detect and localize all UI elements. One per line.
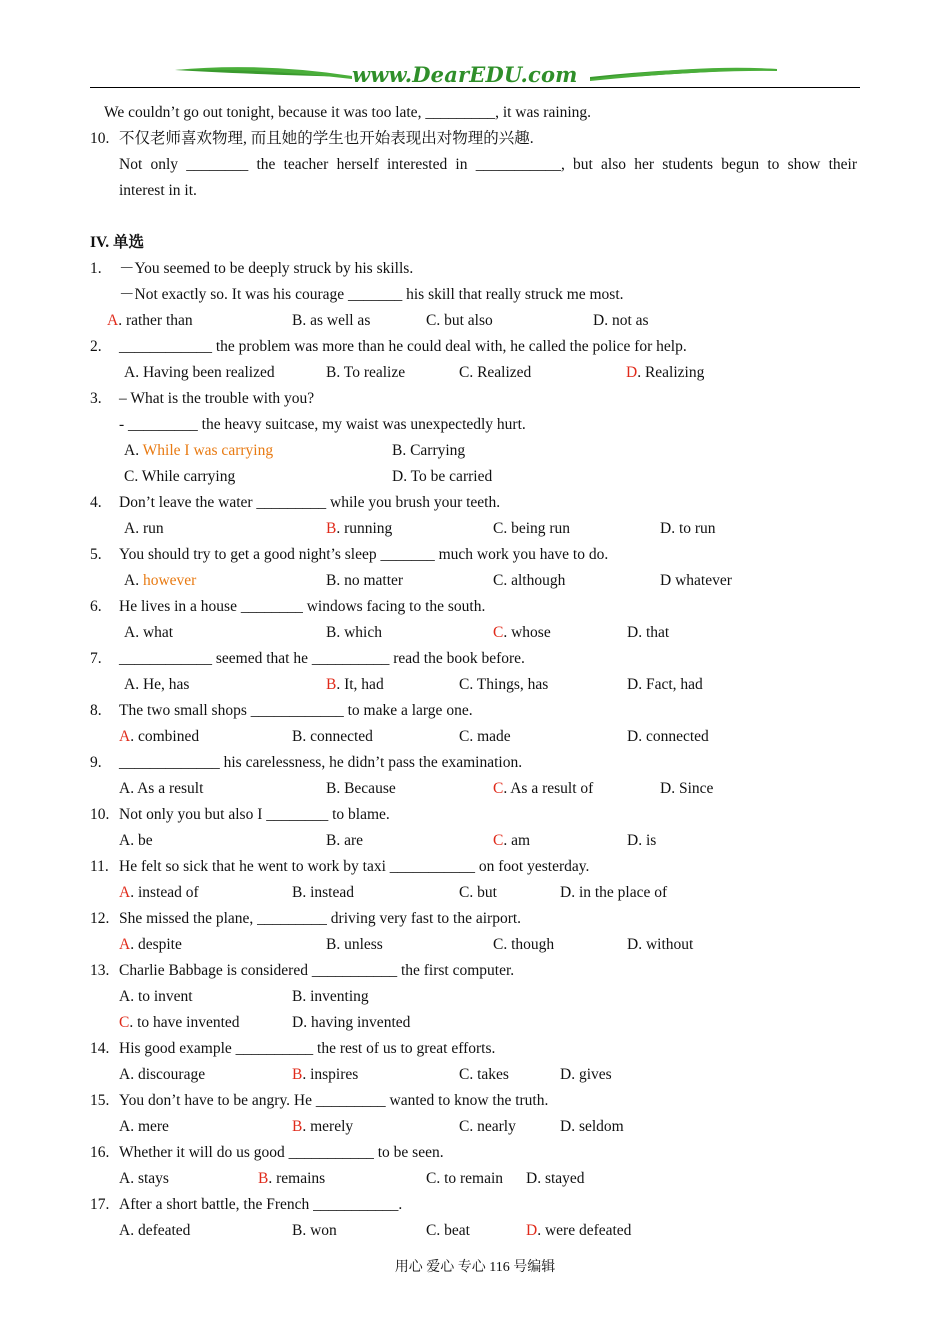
option-text: . despite — [130, 936, 182, 953]
answer-option: A. run — [124, 520, 164, 537]
answer-option: A. to invent — [119, 988, 193, 1005]
question-number: 16. — [90, 1144, 110, 1161]
question-stem: You don’t have to be angry. He _________ wanted to know the truth. — [119, 1092, 549, 1109]
option-text: . As a result of — [503, 780, 594, 797]
option-label: A. — [124, 572, 143, 589]
correct-answer-letter: B — [326, 520, 337, 537]
question-stem: She missed the plane, _________ driving very fast to the airport. — [119, 910, 522, 927]
option-text: . to have invented — [129, 1014, 240, 1031]
question-stem: _____________ his carelessness, he didn’t pass the examination. — [119, 754, 523, 771]
question-number: 4. — [90, 494, 102, 511]
question-stem: Not only you but also I ________ to blame. — [119, 806, 390, 823]
answer-option — [493, 831, 530, 851]
question-stem: ____________ the problem was more than he could deal with, he called the police for help. — [119, 338, 687, 355]
answer-option: B. won — [292, 1222, 337, 1239]
answer-option: C. though — [493, 936, 555, 953]
correct-answer-letter: A — [107, 312, 119, 329]
answer-option: A. what — [124, 624, 174, 641]
answer-option: B. connected — [292, 728, 373, 745]
answer-option: C. being run — [493, 520, 571, 537]
site-logo-text: www.DearEDU.com — [352, 62, 578, 87]
question-number: 10. — [90, 806, 110, 823]
question-number: 7. — [90, 650, 102, 667]
answer-option: A. As a result — [119, 780, 204, 797]
page-footer: 用心 爱心 专心 116 号编辑 — [394, 1260, 556, 1275]
page-header — [90, 60, 860, 90]
question-number: 5. — [90, 546, 102, 563]
answer-option: C. but — [459, 884, 497, 901]
question-number: 13. — [90, 962, 110, 979]
q10-chinese-prompt: 不仅老师喜欢物理, 而且她的学生也开始表现出对物理的兴趣. — [119, 130, 534, 147]
answer-option — [107, 311, 193, 331]
answer-option: C. Things, has — [459, 676, 549, 693]
answer-option — [124, 441, 273, 461]
answer-option: B. no matter — [326, 572, 404, 589]
correct-answer-letter: C — [493, 780, 504, 797]
question-stem: – What is the trouble with you? — [119, 390, 315, 407]
correct-answer-letter: C — [119, 1014, 130, 1031]
q10-english-line1: Not only ________ the teacher herself interested in ___________, but also her students begun to show their — [119, 156, 857, 173]
answer-option: B. which — [326, 624, 382, 641]
answer-option — [626, 363, 704, 383]
answer-option: A. mere — [119, 1118, 169, 1135]
question-number: 17. — [90, 1196, 110, 1213]
answer-option — [119, 935, 182, 955]
answer-option: C. to remain — [426, 1170, 504, 1187]
question-stem-reply: - _________ the heavy suitcase, my waist was unexpectedly hurt. — [119, 416, 526, 433]
answer-option — [119, 1013, 240, 1033]
option-text: . am — [503, 832, 531, 849]
correct-answer-letter: B — [292, 1118, 303, 1135]
answer-option — [292, 1117, 353, 1137]
question-stem: Don’t leave the water _________ while you brush your teeth. — [119, 494, 501, 511]
question-number: 1. — [90, 260, 102, 277]
answer-option — [493, 779, 593, 799]
correct-answer-letter: A — [119, 884, 131, 901]
option-text: . It, had — [336, 676, 384, 693]
question-stem: He lives in a house ________ windows facing to the south. — [119, 598, 486, 615]
question-stem: After a short battle, the French ___________. — [119, 1196, 403, 1213]
q10-english-line2: interest in it. — [119, 182, 197, 199]
answer-option: C. but also — [426, 312, 493, 329]
correct-answer-letter: B — [292, 1066, 303, 1083]
correct-answer-letter: D — [626, 364, 638, 381]
answer-option: B. unless — [326, 936, 383, 953]
question-number: 2. — [90, 338, 102, 355]
answer-option — [119, 883, 199, 903]
answer-option: D. not as — [593, 312, 649, 329]
answer-option: C. although — [493, 572, 566, 589]
correct-answer-letter: C — [493, 832, 504, 849]
answer-option: B. inventing — [292, 988, 369, 1005]
option-text: . inspires — [302, 1066, 359, 1083]
answer-option: D. that — [627, 624, 670, 641]
answer-option: B. as well as — [292, 312, 371, 329]
option-text: . were defeated — [537, 1222, 632, 1239]
answer-option — [493, 623, 551, 643]
answer-option: C. While carrying — [124, 468, 236, 485]
option-text: . rather than — [118, 312, 193, 329]
question-stem: He felt so sick that he went to work by taxi ___________ on foot yesterday. — [119, 858, 590, 875]
header-rule — [90, 87, 860, 88]
answer-option: A. Having been realized — [124, 364, 275, 381]
answer-option: D. having invented — [292, 1014, 411, 1031]
answer-option — [326, 519, 392, 539]
option-text: . whose — [503, 624, 551, 641]
question-number: 11. — [90, 858, 109, 875]
answer-option — [258, 1169, 325, 1189]
answer-option: C. nearly — [459, 1118, 516, 1135]
answer-option: D. stayed — [526, 1170, 585, 1187]
question-stem-reply: －Not exactly so. It was his courage _______ his skill that really struck me most. — [119, 286, 624, 303]
question-stem: His good example __________ the rest of us to great efforts. — [119, 1040, 496, 1057]
carryover-line: We couldn’t go out tonight, because it was too late, _________, it was raining. — [104, 104, 592, 121]
answer-option: B. Carrying — [392, 442, 466, 459]
answer-option: B. Because — [326, 780, 396, 797]
correct-answer-letter: B — [258, 1170, 269, 1187]
option-text: . remains — [268, 1170, 326, 1187]
question-stem: You should try to get a good night’s sleep _______ much work you have to do. — [119, 546, 609, 563]
question-stem: The two small shops ____________ to make a large one. — [119, 702, 473, 719]
answer-option: A. discourage — [119, 1066, 206, 1083]
correct-answer-letter: A — [119, 936, 131, 953]
question-number: 12. — [90, 910, 110, 927]
answer-option: D. Fact, had — [627, 676, 703, 693]
correct-answer-letter: D — [526, 1222, 538, 1239]
answer-option — [326, 675, 384, 695]
answer-option: D. without — [627, 936, 694, 953]
answer-option: A. defeated — [119, 1222, 191, 1239]
answer-option: C. takes — [459, 1066, 509, 1083]
option-text: . Realizing — [637, 364, 705, 381]
answer-option — [292, 1065, 358, 1085]
answer-option: C. Realized — [459, 364, 532, 381]
correct-answer-letter: A — [119, 728, 131, 745]
answer-option: C. beat — [426, 1222, 470, 1239]
answer-option: A. be — [119, 832, 153, 849]
question-number: 8. — [90, 702, 102, 719]
option-text: . running — [336, 520, 393, 537]
question-number: 9. — [90, 754, 102, 771]
answer-option: D whatever — [660, 572, 732, 589]
answer-option: B. instead — [292, 884, 354, 901]
correct-answer-letter: C — [493, 624, 504, 641]
answer-option: D. is — [627, 832, 657, 849]
answer-option: A. He, has — [124, 676, 190, 693]
question-stem: ____________ seemed that he __________ read the book before. — [119, 650, 525, 667]
question-number: 3. — [90, 390, 102, 407]
answer-option: B. To realize — [326, 364, 406, 381]
question-number: 14. — [90, 1040, 110, 1057]
question-stem: Charlie Babbage is considered ___________ the first computer. — [119, 962, 515, 979]
answer-option — [526, 1221, 631, 1241]
correct-answer-letter: B — [326, 676, 337, 693]
option-text: . merely — [302, 1118, 354, 1135]
option-text: . combined — [130, 728, 200, 745]
correct-answer-text: however — [142, 572, 197, 589]
answer-option — [119, 727, 199, 747]
correct-answer-text: While I was carrying — [142, 442, 274, 459]
answer-option: A. stays — [119, 1170, 169, 1187]
question-stem: －You seemed to be deeply struck by his skills. — [119, 260, 414, 277]
answer-option — [124, 571, 196, 591]
question-number: 15. — [90, 1092, 110, 1109]
answer-option: C. made — [459, 728, 511, 745]
answer-option: B. are — [326, 832, 364, 849]
question-number: 6. — [90, 598, 102, 615]
answer-option: D. seldom — [560, 1118, 624, 1135]
q10-number: 10. — [90, 130, 110, 147]
question-stem: Whether it will do us good ___________ to be seen. — [119, 1144, 444, 1161]
answer-option: D. gives — [560, 1066, 612, 1083]
option-label: A. — [124, 442, 143, 459]
section-title: IV. 单选 — [90, 234, 144, 251]
answer-option: D. To be carried — [392, 468, 493, 485]
answer-option: D. in the place of — [560, 884, 668, 901]
answer-option: D. connected — [627, 728, 709, 745]
answer-option: D. Since — [660, 780, 714, 797]
answer-option: D. to run — [660, 520, 716, 537]
option-text: . instead of — [130, 884, 199, 901]
